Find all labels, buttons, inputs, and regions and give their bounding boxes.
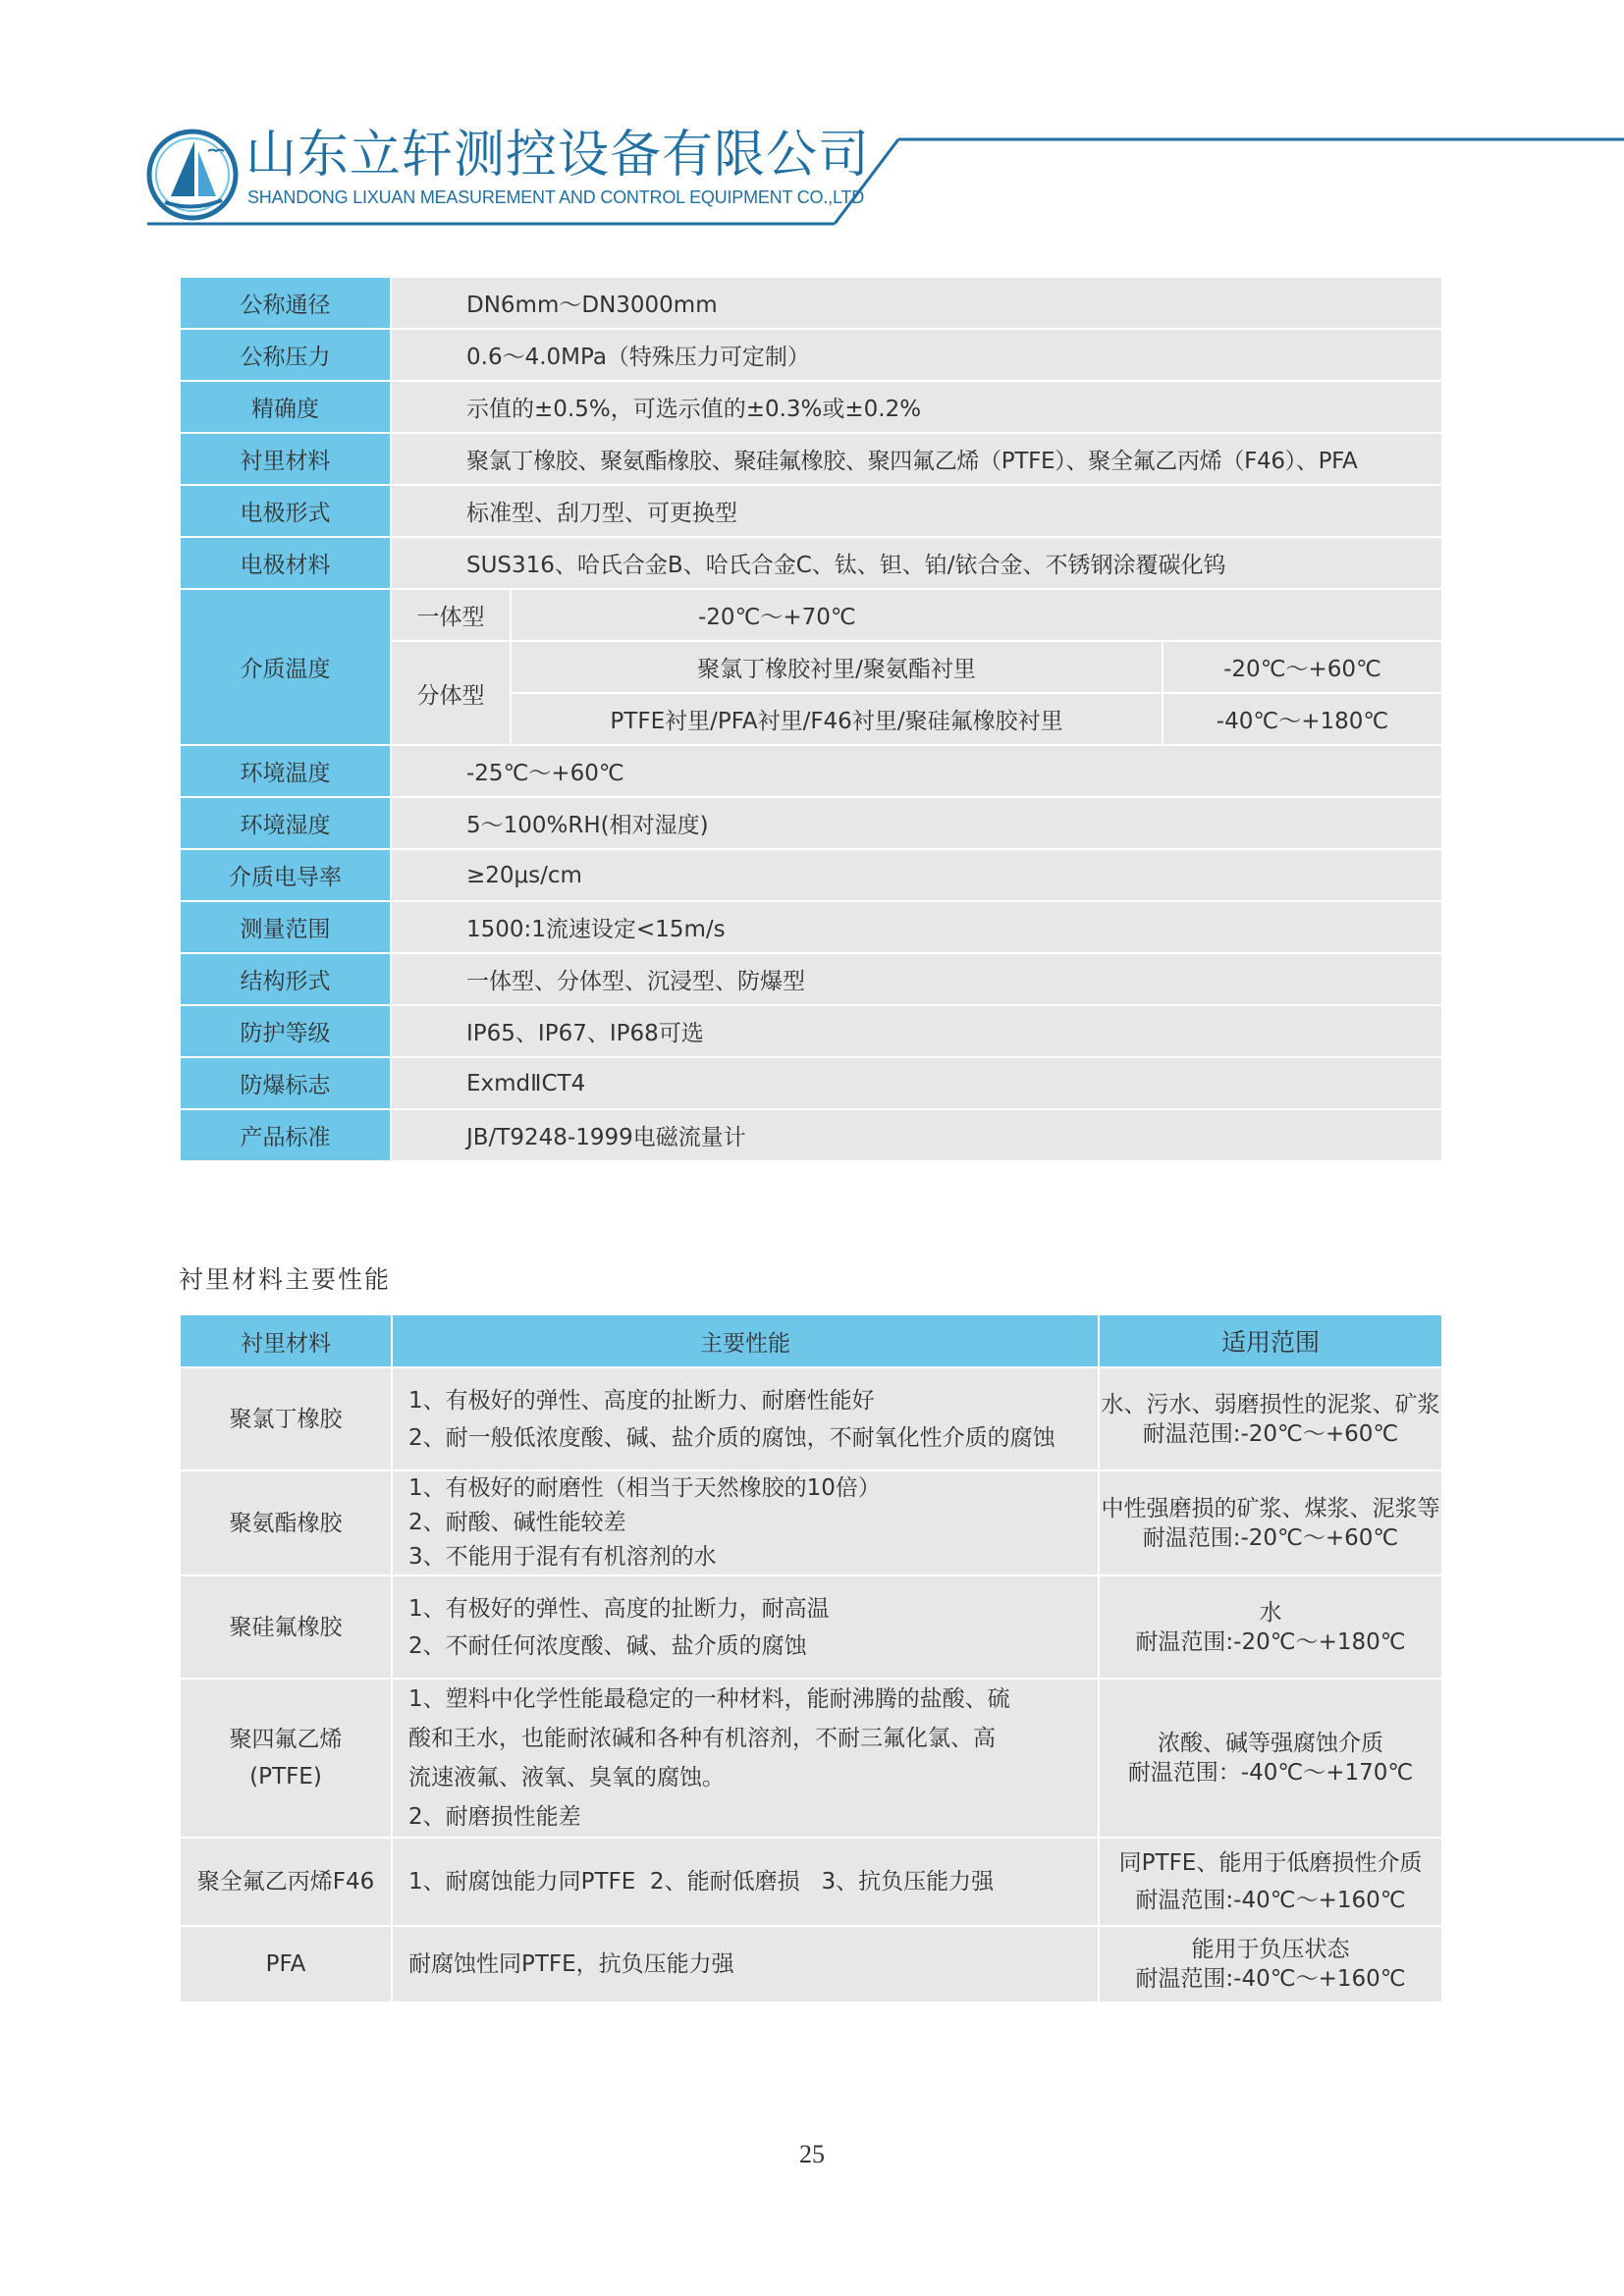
spec-value: 5～100%RH(相对湿度) [391,797,1442,849]
property-line: 1、有极好的耐磨性（相当于天然橡胶的10倍） [408,1475,881,1501]
integral-type-value: -20℃～+70℃ [511,589,1442,641]
property-line: 2、不耐任何浓度酸、碱、盐介质的腐蚀 [408,1632,807,1659]
spec-row [180,381,1442,433]
property-line: 耐腐蚀性同PTFE，抗负压能力强 [408,1951,734,1977]
spec-value: ≥20μs/cm [391,849,1442,901]
company-logo-icon [145,128,240,222]
spec-row [180,797,1442,849]
spec-row [180,1057,1442,1109]
section-title: 衬里材料主要性能 [179,1265,392,1294]
spec-value: ExmdⅡCT4 [391,1057,1442,1109]
material-name: PFA [265,1951,306,1977]
scope-line: 耐温范围:-40℃～+160℃ [1135,1966,1406,1992]
spec-value: 示值的±0.5%，可选示值的±0.3%或±0.2% [391,381,1442,433]
spec-label: 防护等级 [180,1005,391,1057]
spec-row [180,433,1442,485]
property-line: 1、耐腐蚀能力同PTFE 2、能耐低磨损 3、抗负压能力强 [408,1869,995,1895]
spec-label: 防爆标志 [180,1057,391,1109]
spec-label: 结构形式 [180,953,391,1005]
page-number: 25 [799,2140,825,2168]
table-header-row [180,1314,1442,1367]
split-type-label: 分体型 [391,641,511,745]
spec-row [180,537,1442,589]
properties-cell [392,1575,1099,1679]
properties-cell [392,1679,1099,1838]
split-lining: 聚氯丁橡胶衬里/聚氨酯衬里 [511,641,1163,693]
material-cell [180,1926,392,2002]
company-name-cn: 山东立轩测控设备有限公司 [245,126,871,185]
properties-cell [392,1838,1099,1926]
properties-cell [392,1926,1099,2002]
spec-value: DN6mm～DN3000mm [391,277,1442,329]
spec-label: 公称通径 [180,277,391,329]
material-name: 聚氯丁橡胶 [229,1406,343,1432]
table-row [180,1679,1442,1838]
spec-value: 1500:1流速设定<15m/s [391,901,1442,953]
property-line: 1、有极好的弹性、高度的扯断力、耐磨性能好 [408,1387,875,1414]
scope-cell [1099,1367,1442,1470]
scope-line: 水 [1259,1599,1282,1626]
scope-cell [1099,1679,1442,1838]
material-name: 聚全氟乙丙烯F46 [196,1869,375,1895]
table-row [180,1575,1442,1679]
split-range: -40℃～+180℃ [1163,693,1442,745]
material-name: (PTFE) [249,1764,322,1789]
scope-line: 耐温范围：-40℃～+170℃ [1127,1760,1414,1786]
material-cell [180,1838,392,1926]
property-line: 酸和王水，也能耐浓碱和各种有机溶剂，不耐三氟化氯、高 [408,1726,996,1751]
lining-performance-table [179,1313,1443,2003]
spec-row [180,1005,1442,1057]
spec-row [180,953,1442,1005]
spec-value: 0.6～4.0MPa（特殊压力可定制） [391,329,1442,381]
spec-value: 一体型、分体型、沉浸型、防爆型 [391,953,1442,1005]
spec-value: IP65、IP67、IP68可选 [391,1005,1442,1057]
spec-label: 介质电导率 [180,849,391,901]
scope-line: 耐温范围:-40℃～+160℃ [1135,1888,1406,1913]
spec-row [180,1109,1442,1161]
scope-cell [1099,1575,1442,1679]
table-row [180,1926,1442,2002]
spec-value: 聚氯丁橡胶、聚氨酯橡胶、聚硅氟橡胶、聚四氟乙烯（PTFE）、聚全氟乙丙烯（F46）、PFA [391,433,1442,485]
property-line: 1、有极好的弹性、高度的扯断力，耐高温 [408,1595,830,1622]
spec-row [180,849,1442,901]
property-line: 2、耐酸、碱性能较差 [408,1510,626,1535]
spec-row [180,277,1442,329]
spec-row [180,745,1442,797]
header-properties: 主要性能 [392,1314,1099,1367]
spec-value: -25℃～+60℃ [391,745,1442,797]
material-cell [180,1367,392,1470]
spec-label: 衬里材料 [180,433,391,485]
property-line: 流速液氟、液氧、臭氧的腐蚀。 [408,1765,725,1790]
scope-cell [1099,1926,1442,2002]
property-line: 1、塑料中化学性能最稳定的一种材料，能耐沸腾的盐酸、硫 [408,1686,1010,1712]
table-row [180,1838,1442,1926]
company-name-en: SHANDONG LIXUAN MEASUREMENT AND CONTROL EQUIPMENT CO.,LTD [247,187,865,207]
split-lining: PTFE衬里/PFA衬里/F46衬里/聚硅氟橡胶衬里 [511,693,1163,745]
spec-label: 电极形式 [180,485,391,537]
spec-row [180,901,1442,953]
material-name: 聚硅氟橡胶 [229,1614,343,1640]
scope-cell [1099,1838,1442,1926]
spec-value: 标准型、刮刀型、可更换型 [391,485,1442,537]
spec-value: SUS316、哈氏合金B、哈氏合金C、钛、钽、铂/铱合金、不锈钢涂覆碳化钨 [391,537,1442,589]
material-cell [180,1575,392,1679]
material-cell [180,1470,392,1575]
spec-label: 产品标准 [180,1109,391,1161]
scope-line: 能用于负压状态 [1191,1937,1350,1962]
medium-temp-label: 介质温度 [180,589,391,745]
spec-value: JB/T9248-1999电磁流量计 [391,1109,1442,1161]
spec-row [180,329,1442,381]
material-name: 聚四氟乙烯 [229,1727,343,1752]
properties-cell [392,1470,1099,1575]
header-scope: 适用范围 [1099,1314,1442,1367]
property-line: 3、不能用于混有有机溶剂的水 [408,1544,717,1570]
property-line: 2、耐一般低浓度酸、碱、盐介质的腐蚀，不耐氧化性介质的腐蚀 [408,1424,1056,1451]
scope-cell [1099,1470,1442,1575]
spec-label: 环境湿度 [180,797,391,849]
spec-label: 精确度 [180,381,391,433]
scope-line: 浓酸、碱等强腐蚀介质 [1158,1731,1383,1756]
spec-label: 公称压力 [180,329,391,381]
scope-line: 同PTFE、能用于低磨损性介质 [1118,1850,1423,1876]
medium-temp-row-integral [180,589,1442,641]
spec-table [179,276,1443,1162]
header-material: 衬里材料 [180,1314,392,1367]
table-row [180,1470,1442,1575]
page-header [0,0,1624,236]
spec-label: 电极材料 [180,537,391,589]
scope-line: 中性强磨损的矿浆、煤浆、泥浆等 [1101,1495,1440,1522]
spec-label: 环境温度 [180,745,391,797]
scope-line: 耐温范围:-20℃～+60℃ [1142,1420,1399,1447]
property-line: 2、耐磨损性能差 [408,1804,581,1830]
scope-line: 耐温范围:-20℃～+180℃ [1135,1629,1406,1655]
spec-label: 测量范围 [180,901,391,953]
spec-row [180,485,1442,537]
scope-line: 水、污水、弱磨损性的泥浆、矿浆 [1101,1391,1440,1417]
material-name: 聚氨酯橡胶 [229,1510,343,1536]
table-row [180,1367,1442,1470]
integral-type-label: 一体型 [391,589,511,641]
scope-line: 耐温范围:-20℃～+60℃ [1142,1524,1399,1551]
split-range: -20℃～+60℃ [1163,641,1442,693]
properties-cell [392,1367,1099,1470]
material-cell [180,1679,392,1838]
